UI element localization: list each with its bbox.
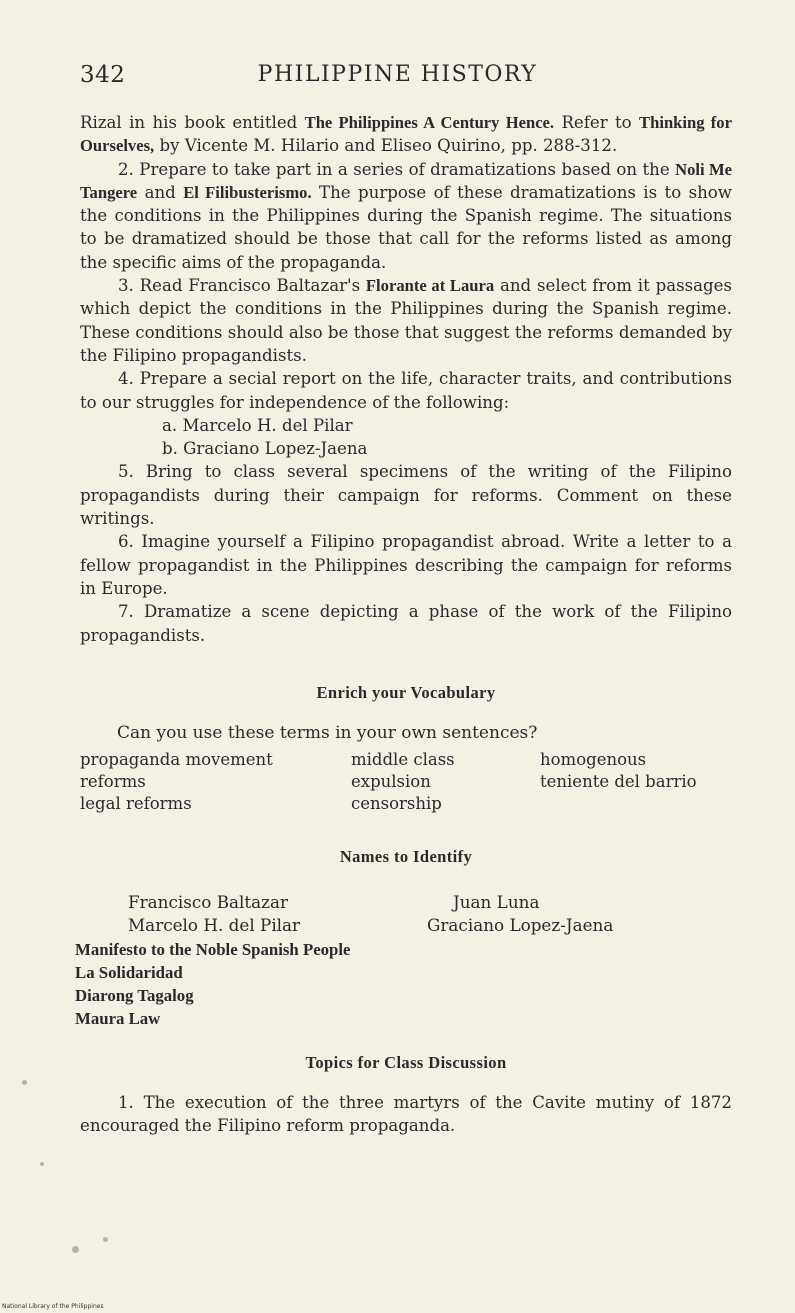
vocab-term: expulsion <box>351 771 431 791</box>
vocabulary-term-list <box>80 749 732 819</box>
page-speck <box>22 1080 27 1085</box>
vocab-term: propaganda movement <box>80 749 273 769</box>
book-title: Florante at Laura <box>365 276 495 296</box>
exercise-item-2: 2. Prepare to take part in a series of dramatizations based on the Noli Me Tangere and El Filibusterismo. The purpose of these dramatizations is to show the conditions in the Philippines during the Spanish regime. The situations to be dramatized should be those that call for the reforms listed as among the specific aims of the propaganda. <box>80 159 732 272</box>
exercise-subitem-b: b. Graciano Lopez-Jaena <box>162 439 368 459</box>
book-title: The Philippines A Century Hence. <box>304 113 555 132</box>
name-item: Marcelo H. del Pilar <box>128 914 301 935</box>
paragraph-1: Rizal in his book entitled The Philippines A Century Hence. Refer to Thinking for Ourselves, by Vicente M. Hilario and Eliseo Quirino, pp. 288-312. <box>80 113 732 156</box>
name-item: Maura Law <box>75 1008 161 1028</box>
page-number: 342 <box>80 62 126 88</box>
exercise-item-4: 4. Prepare a secial report on the life, character traits, and contributions to our struggles for independence of the following: <box>80 369 732 412</box>
name-item: La Solidaridad <box>75 962 183 982</box>
page-speck <box>40 1162 44 1166</box>
page-speck <box>72 1246 79 1253</box>
name-item: Diarong Tagalog <box>75 985 194 1005</box>
vocab-term: censorship <box>351 793 442 813</box>
vocab-term: reforms <box>80 771 146 791</box>
name-item: Manifesto to the Noble Spanish People <box>75 939 351 959</box>
running-title: PHILIPPINE HISTORY <box>257 62 538 87</box>
names-to-identify-list <box>75 891 732 1031</box>
vocab-term: middle class <box>351 749 455 769</box>
exercise-item-3: 3. Read Francisco Baltazar's Florante at Laura and select from it passages which depict the conditions in the Philippines during the Spanish regime. These conditions should also be those that suggest the reforms demanded by the Filipino propagandists. <box>80 276 732 365</box>
book-title: Noli Me Tangere <box>80 159 732 202</box>
topic-item-1: 1. The execution of the three martyrs of the Cavite mutiny of 1872 encouraged the Filipino reform propaganda. <box>80 1092 732 1136</box>
name-item: Graciano Lopez-Jaena <box>427 914 614 935</box>
exercise-subitem-a: a. Marcelo H. del Pilar <box>162 415 353 435</box>
vocab-term: teniente del barrio <box>540 771 697 791</box>
section-heading-topics: Topics for Class Discussion <box>305 1052 507 1072</box>
page-body <box>75 111 732 1137</box>
name-item: Juan Luna <box>453 891 540 912</box>
exercise-item-7: 7. Dramatize a scene depicting a phase of the work of the Filipino propagandists. <box>80 602 732 645</box>
section-heading-vocabulary: Enrich your Vocabulary <box>316 682 496 702</box>
exercise-item-5: 5. Bring to class several specimens of the writing of the Filipino propagandists during their campaign for reforms. Comment on these writings. <box>80 462 732 529</box>
vocabulary-intro: Can you use these terms in your own sentences? <box>117 722 538 743</box>
library-credit: National Library of the Philippines <box>2 1303 104 1310</box>
book-title: Thinking for Ourselves, <box>80 113 732 156</box>
exercise-item-6: 6. Imagine yourself a Filipino propagandist abroad. Write a letter to a fellow propagandist in the Philippines describing the campaign for reforms in Europe. <box>80 532 732 598</box>
vocab-term: homogenous <box>540 749 647 769</box>
page-header <box>0 62 795 96</box>
page-speck <box>103 1237 108 1242</box>
vocab-term: legal reforms <box>80 793 192 813</box>
name-item: Francisco Baltazar <box>128 891 289 912</box>
book-title: El Filibusterismo. <box>183 182 312 202</box>
section-heading-names: Names to Identify <box>339 846 473 866</box>
